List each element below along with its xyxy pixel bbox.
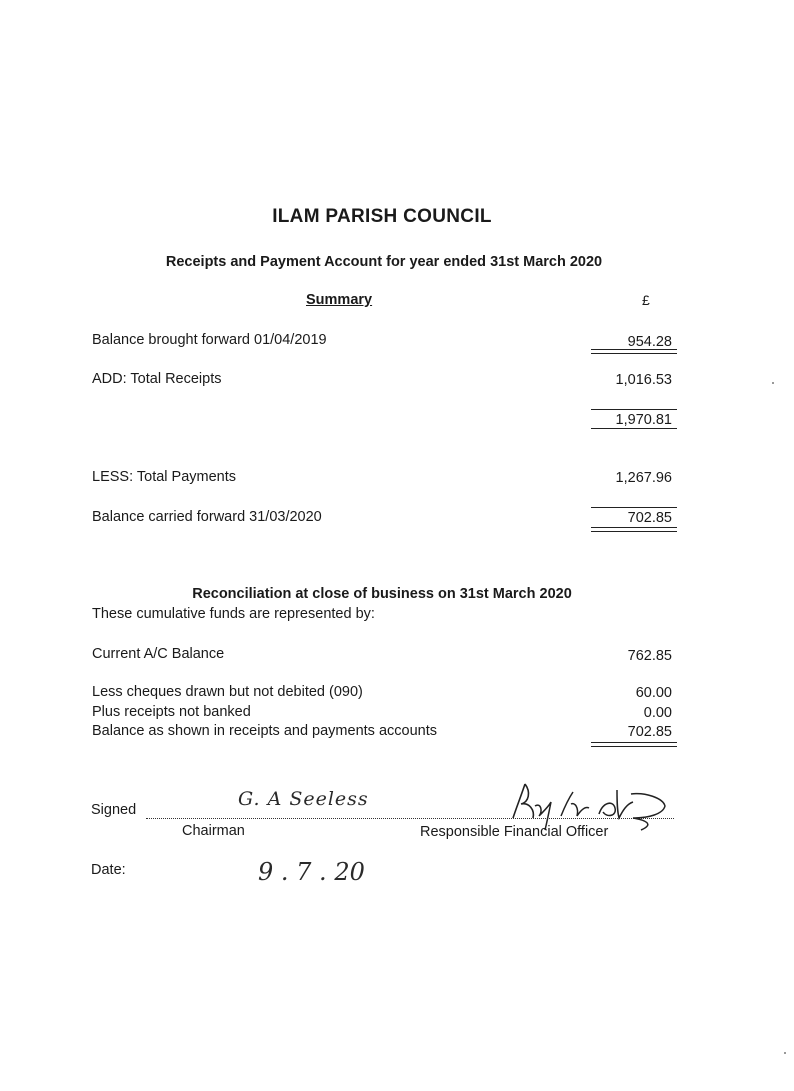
double-rule [591,746,677,747]
date-label: Date: [91,862,126,878]
double-rule [591,353,677,354]
reconciliation-row-value: 0.00 [643,705,672,721]
summary-subtotal-value: 1,970.81 [615,412,672,428]
signed-label: Signed [91,802,137,818]
reconciliation-row-label: Balance as shown in receipts and payments accounts [92,723,437,739]
summary-heading: Summary [306,292,373,308]
chairman-signature: G. A Seeless [238,788,369,810]
double-rule [591,349,677,350]
handwritten-date: 9 . 7 . 20 [258,858,365,886]
summary-row-value: 702.85 [627,510,672,526]
total-rule [591,507,677,508]
double-rule [591,742,677,743]
summary-row-label: ADD: Total Receipts [92,371,222,387]
summary-row-label: LESS: Total Payments [92,469,237,485]
double-rule [591,527,677,528]
scan-mark [784,1052,786,1054]
reconciliation-intro: These cumulative funds are represented by: [92,606,375,622]
reconciliation-row-value: 60.00 [635,685,672,701]
summary-row-value: 1,016.53 [615,372,672,388]
currency-symbol: £ [642,292,650,308]
account-subtitle: Receipts and Payment Account for year ended 31st March 2020 [165,254,603,270]
subtotal-rule [591,428,677,429]
summary-row-label: Balance brought forward 01/04/2019 [92,332,327,348]
summary-row-value: 1,267.96 [615,470,672,486]
reconciliation-row-label: Plus receipts not banked [92,704,251,720]
chairman-label: Chairman [182,823,245,839]
double-rule [591,531,677,532]
rfo-label: Responsible Financial Officer [420,824,609,840]
reconciliation-title: Reconciliation at close of business on 31st March 2020 [192,586,572,602]
reconciliation-row-label: Less cheques drawn but not debited (090) [92,684,363,700]
reconciliation-row-value: 762.85 [627,648,672,664]
council-title: ILAM PARISH COUNCIL [272,206,492,227]
subtotal-rule [591,409,677,410]
scan-mark [772,382,774,384]
summary-row-value: 954.28 [627,334,672,350]
reconciliation-row-value: 702.85 [627,724,672,740]
summary-row-label: Balance carried forward 31/03/2020 [92,509,322,525]
reconciliation-row-label: Current A/C Balance [92,646,225,662]
